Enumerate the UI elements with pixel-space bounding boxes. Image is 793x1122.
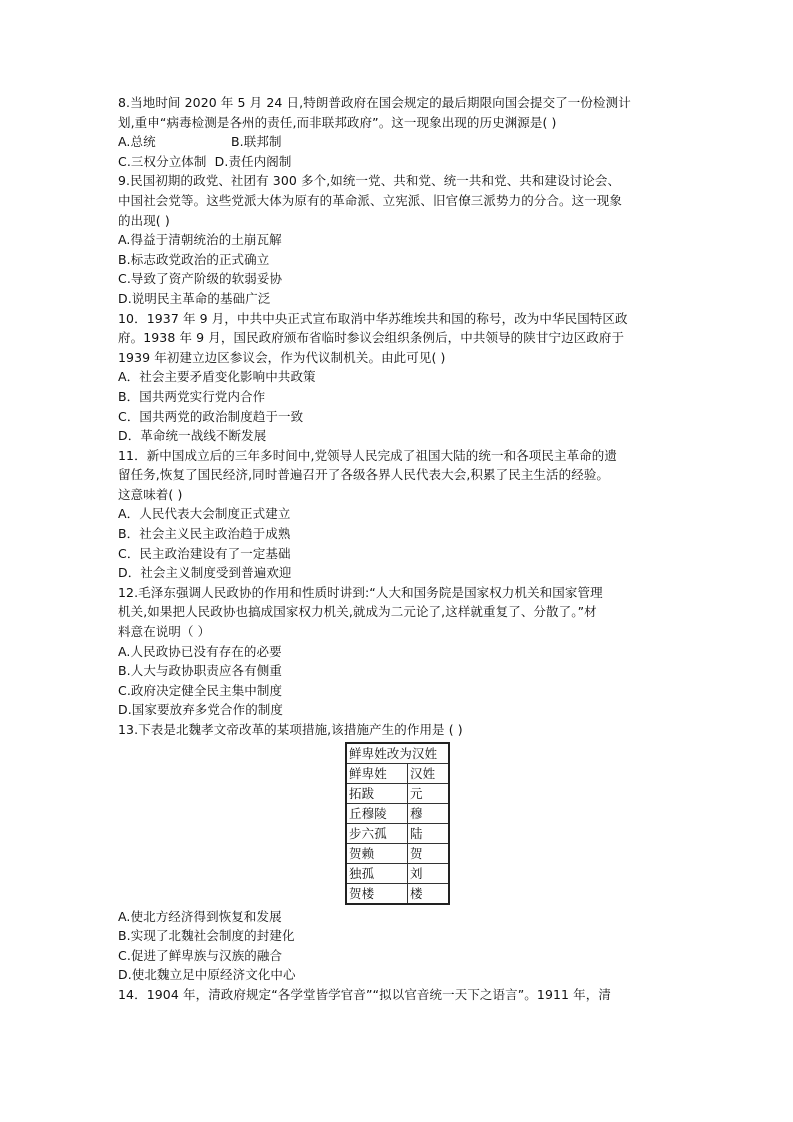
table-cell: 刘 [408, 863, 450, 883]
option-b: B.联邦制 [231, 134, 282, 150]
table-cell: 陆 [408, 823, 450, 843]
option-c: C.三权分立体制 [118, 153, 207, 169]
table-cell: 楼 [408, 883, 450, 904]
option-d: D.使北魏立足中原经济文化中心 [118, 967, 296, 983]
option-d: D.说明民主革命的基础广泛 [118, 290, 271, 306]
table-row [346, 863, 449, 883]
table-title: 鲜卑姓改为汉姓 [346, 743, 449, 764]
exam-page [118, 93, 678, 1005]
question-stem-line: 11．新中国成立后的三年多时间中,党领导人民完成了祖国大陆的统一和各项民主革命的遗 [118, 447, 617, 463]
question-11 [118, 446, 678, 583]
question-stem-line: 1939 年初建立边区参议会，作为代议制机关。由此可见( ) [118, 349, 446, 365]
table-cell: 贺 [408, 843, 450, 863]
table-header-cell: 汉姓 [408, 763, 450, 783]
table-cell: 步六孤 [346, 823, 408, 843]
option-a: A．社会主要矛盾变化影响中共政策 [118, 369, 316, 385]
table-row [346, 843, 449, 863]
option-c: C.导致了资产阶级的软弱妥协 [118, 271, 283, 287]
question-stem-line: 机关,如果把人民政协也搞成国家权力机关,就成为二元论了,这样就重复了、分散了。”材 [118, 604, 597, 620]
table-row [346, 803, 449, 823]
question-12 [118, 583, 678, 720]
option-d: D.责任内阁制 [214, 153, 292, 169]
option-c: C．国共两党的政治制度趋于一致 [118, 408, 304, 424]
option-b: B．国共两党实行党内合作 [118, 388, 266, 404]
table-header-cell: 鲜卑姓 [346, 763, 408, 783]
option-b: B．社会主义民主政治趋于成熟 [118, 526, 291, 542]
option-d: D.国家要放弃多党合作的制度 [118, 702, 283, 718]
table-title-row [346, 743, 449, 764]
table-cell: 元 [408, 783, 450, 803]
option-d: D．革命统一战线不断发展 [118, 428, 267, 444]
question-9 [118, 171, 678, 308]
table-cell: 穆 [408, 803, 450, 823]
question-stem-line: 8.当地时间 2020 年 5 月 24 日,特朗普政府在国会规定的最后期限向国会提交了一份检测计 [118, 95, 631, 110]
question-stem-line: 这意味着( ) [118, 486, 183, 502]
option-a: A.使北方经济得到恢复和发展 [118, 908, 282, 924]
table-cell: 拓跋 [346, 783, 408, 803]
surname-table [345, 742, 450, 905]
question-stem-line: 划,重申“病毒检测是各州的责任,而非联邦政府”。这一现象出现的历史渊源是( ) [118, 114, 557, 130]
option-b: B.实现了北魏社会制度的封建化 [118, 928, 295, 944]
question-stem-line: 9.民国初期的政党、社团有 300 多个,如统一党、共和党、统一共和党、共和建设讨论会、 [118, 173, 621, 189]
option-a: A．人民代表大会制度正式建立 [118, 506, 291, 522]
question-10 [118, 309, 678, 446]
table-row [346, 783, 449, 803]
question-stem-line: 13.下表是北魏孝文帝改革的某项措施,该措施产生的作用是 ( ) [118, 722, 463, 737]
option-b: B.人大与政协职责应各有侧重 [118, 663, 282, 679]
question-14 [118, 985, 678, 1005]
question-stem-line: 料意在说明（ ） [118, 624, 211, 640]
question-stem-line: 留任务,恢复了国民经济,同时普遍召开了各级各界人民代表大会,积累了民主生活的经验。 [118, 467, 610, 483]
option-row [118, 152, 678, 172]
option-d: D．社会主义制度受到普遍欢迎 [118, 565, 292, 581]
question-stem-line: 中国社会党等。这些党派大体为原有的革命派、立宪派、旧官僚三派势力的分合。这一现象 [118, 192, 623, 208]
question-stem-line: 10．1937 年 9 月，中共中央正式宣布取消中华苏维埃共和国的称号，改为中华民国特区政 [118, 310, 628, 326]
question-stem-line: 12.毛泽东强调人民政协的作用和性质时讲到:“人大和国务院是国家权力机关和国家管理 [118, 584, 603, 600]
table-cell: 贺楼 [346, 883, 408, 904]
option-c: C.促进了鲜卑族与汉族的融合 [118, 947, 283, 963]
question-stem-line: 14．1904 年，清政府规定“各学堂皆学官音”“拟以官音统一天下之语言”。1911 年，清 [118, 986, 611, 1002]
question-stem-line: 的出现( ) [118, 212, 170, 228]
question-stem-line: 府。1938 年 9 月，国民政府颁布省临时参议会组织条例后，中共领导的陕甘宁边区政府于 [118, 330, 625, 346]
option-row [118, 132, 678, 152]
table-row [346, 883, 449, 904]
option-a: A.总统 [118, 134, 156, 150]
question-13 [118, 720, 678, 985]
option-a: A.人民政协已没有存在的必要 [118, 643, 282, 659]
option-c: C．民主政治建设有了一定基础 [118, 545, 291, 561]
option-a: A.得益于清朝统治的土崩瓦解 [118, 232, 282, 248]
table-header-row [346, 763, 449, 783]
table-row [346, 823, 449, 843]
option-b: B.标志政党政治的正式确立 [118, 251, 270, 267]
question-8 [118, 93, 678, 171]
table-cell: 贺赖 [346, 843, 408, 863]
table-cell: 丘穆陵 [346, 803, 408, 823]
option-c: C.政府决定健全民主集中制度 [118, 682, 283, 698]
table-cell: 独孤 [346, 863, 408, 883]
